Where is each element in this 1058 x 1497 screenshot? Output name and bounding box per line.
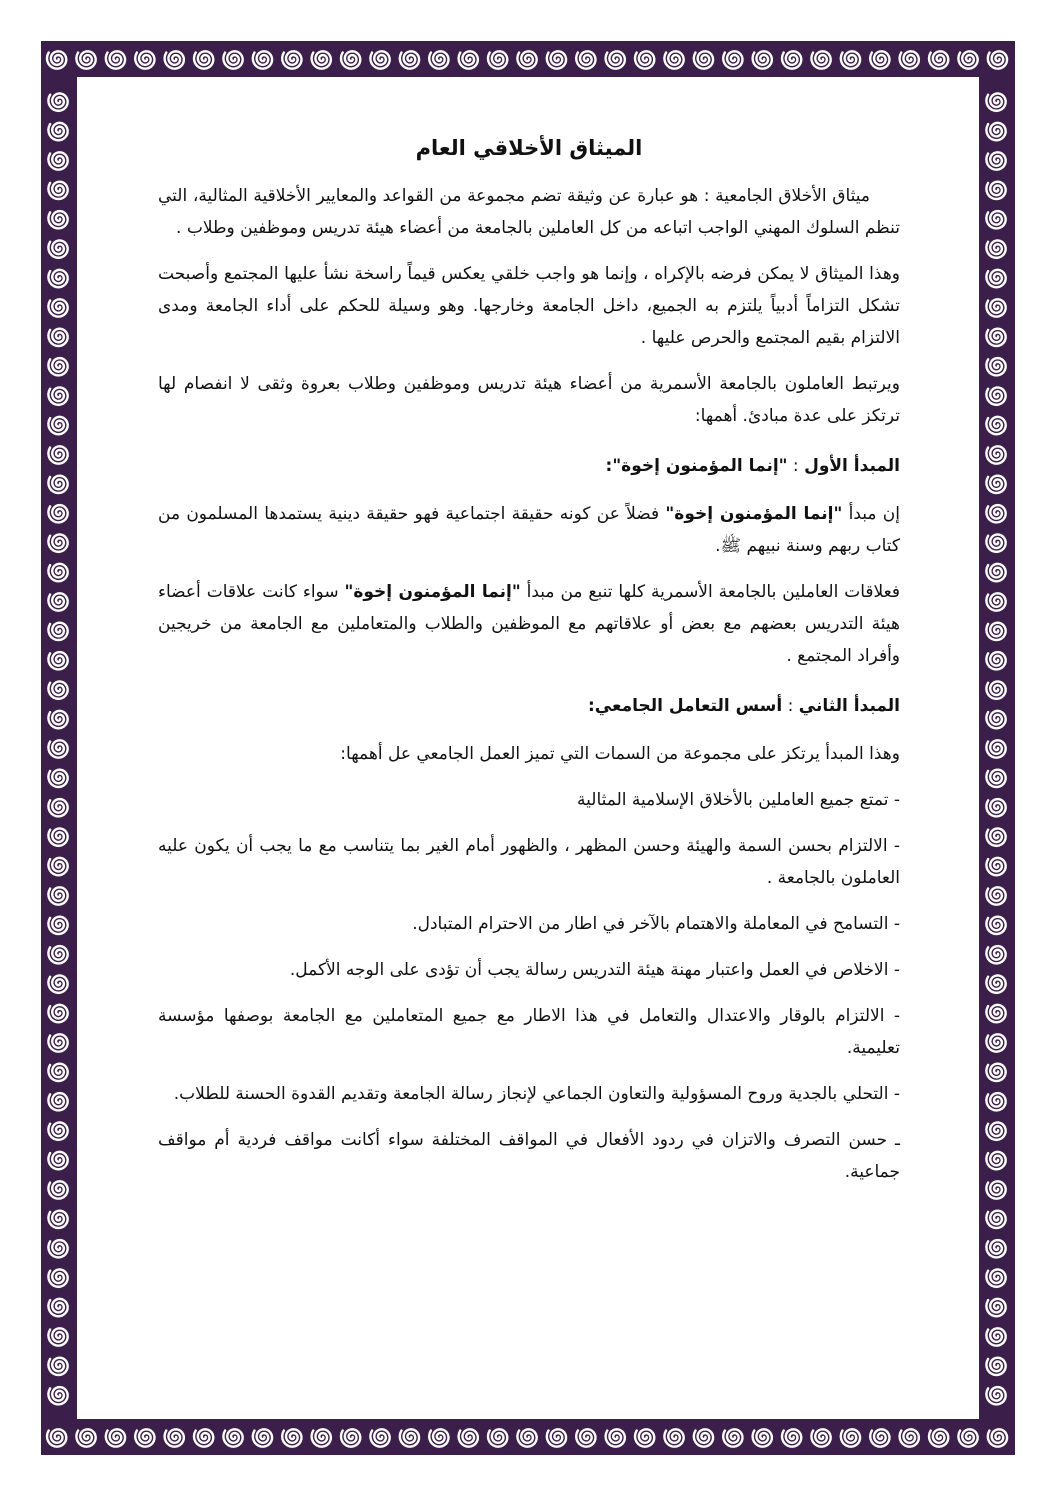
intro-paragraph-3: ويرتبط العاملون بالجامعة الأسمرية من أعضاء هيئة تدريس وموظفين وطلاب بعروة وثقى لا انفصام لها ترتكز على عدة مبادئ. أهمها: [158,374,900,426]
principle-2-label: المبدأ الثاني [798,696,900,716]
principle-2-name: أسس التعامل الجامعي: [588,696,783,716]
principle-1-name: "إنما المؤمنون إخوة": [605,456,788,476]
principle-1-separator: : [787,456,805,476]
principle-2-heading [158,690,900,722]
text-span: فعلاقات العاملين بالجامعة الأسمرية كلها تنبع من مبدأ [520,582,901,602]
principle-2-item: - الالتزام بالوقار والاعتدال والتعامل في هذا الاطار مع جميع المتعاملين مع الجامعة بوصفها مؤسسة تعليمية. [158,1006,900,1058]
principle-2-item: - الالتزام بحسن السمة والهيئة وحسن المظهر ، والظهور أمام الغير بما يتناسب مع ما يجب أن يكون عليه العاملون بالجامعة . [158,836,900,888]
principle-2-intro: وهذا المبدأ يرتكز على مجموعة من السمات التي تميز العمل الجامعي عل أهمها: [340,744,900,764]
principle-1-label: المبدأ الأول [804,456,900,476]
document-title: الميثاق الأخلاقي العام [415,136,643,160]
quoted-principle: "إنما المؤمنون إخوة" [344,582,521,602]
principle-2-item: ـ حسن التصرف والاتزان في ردود الأفعال في المواقف المختلفة سواء أكانت مواقف فردية أم مواقف جماعية. [158,1130,900,1182]
principle-2-item: - التحلي بالجدية وروح المسؤولية والتعاون الجماعي لإنجاز رسالة الجامعة وتقديم القدوة الحسنة للطلاب. [173,1084,900,1104]
intro-paragraph-1: ميثاق الأخلاق الجامعية : هو عبارة عن وثيقة تضم مجموعة من القواعد والمعايير الأخلاقية المثالية، التي تنظم السلوك المهني الواجب اتباعه من كل العاملين بالجامعة من أعضاء هيئة تدريس وموظفين وطلاب . [158,186,900,238]
principle-2-item: - تمتع جميع العاملين بالأخلاق الإسلامية المثالية [577,790,900,810]
text-span: إن مبدأ [842,504,900,524]
text-span: سواء كانت علاقات أعضاء هيئة التدريس بعضهم مع بعض أو علاقاتهم مع الموظفين والطلاب والمتعاملين مع الجامعة من خريجين وأفراد المجتمع . [158,582,900,666]
principle-1-paragraph-1 [158,498,900,562]
principle-2-item: - الاخلاص في العمل واعتبار مهنة هيئة التدريس رسالة يجب أن تؤدى على الوجه الأكمل. [289,960,900,980]
principle-2-item: - التسامح في المعاملة والاهتمام بالآخر في اطار من الاحترام المتبادل. [412,914,900,934]
intro-paragraph-2: وهذا الميثاق لا يمكن فرضه بالإكراه ، وإنما هو واجب خلقي يعكس قيماً راسخة نشأ عليها المجتمع وأصبحت تشكل التزاماً أدبياً يلتزم به الجميع، داخل الجامعة وخارجها. وهو وسيلة للحكم على أداء الجامعة ومدى الالتزام بقيم المجتمع والحرص عليها . [158,264,900,348]
principle-2-separator: : [782,696,799,716]
principle-1-heading [158,450,900,482]
principle-1-paragraph-2 [158,576,900,672]
document-body [158,130,900,1202]
quoted-principle: "إنما المؤمنون إخوة" [665,504,843,524]
text-span: فضلاً عن كونه حقيقة اجتماعية فهو حقيقة دينية يستمدها المسلمون من كتاب ربهم وسنة نبيهم ﷺ. [158,504,900,556]
